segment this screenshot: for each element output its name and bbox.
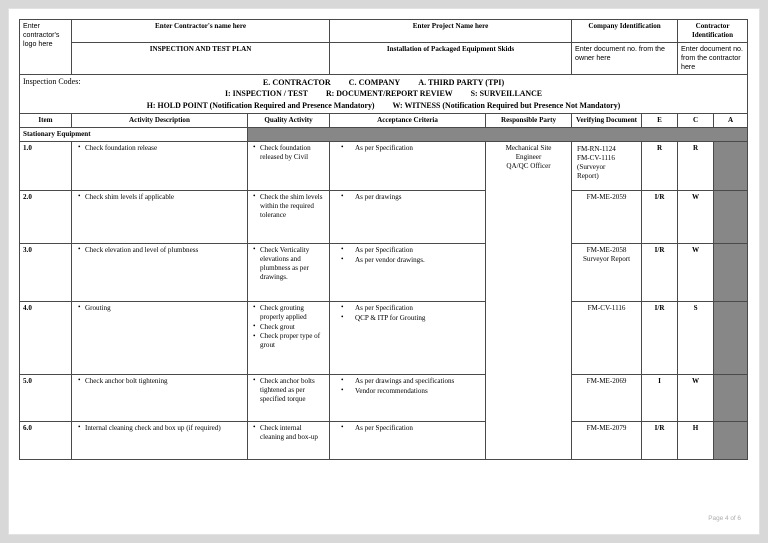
document-page [8,8,760,535]
code-inspection-test: I: INSPECTION / TEST [224,89,308,99]
row-code-a [714,141,748,190]
row-code-a [714,190,748,243]
list-item: • As per Specification [355,424,482,433]
row-code-e: I/R [642,421,678,459]
row-code-e: I/R [642,301,678,374]
row-verifying-document [572,374,642,421]
responsible-party-line: QA/QC Officer [506,162,551,171]
row-acceptance-criteria [330,190,486,243]
row-item-number: 5.0 [20,374,72,421]
list-item: • Check anchor bolts tightened as per specified torque [260,377,326,404]
row-acceptance-criteria [330,374,486,421]
plan-title: INSPECTION AND TEST PLAN [72,43,330,75]
verifying-document-line: FM-ME-2069 [586,376,627,385]
contractor-logo-placeholder[interactable]: Enter contractor's logo here [20,20,72,75]
row-activity-description [72,301,248,374]
code-third-party: A. THIRD PARTY (TPI) [418,78,505,88]
row-acceptance-criteria [330,421,486,459]
row-code-c: W [678,243,714,301]
row-item-number: 3.0 [20,243,72,301]
list-item: • Check anchor bolt tightening [85,377,244,386]
list-item: • Check foundation released by Civil [260,144,326,162]
table-row [20,301,748,374]
list-item: • As per Specification [355,246,482,255]
table-row [20,243,748,301]
code-witness: W: WITNESS (Notification Required but Presence Not Mandatory) [392,100,621,110]
row-verifying-document [572,190,642,243]
verifying-document-line: FM-CV-1116 [577,154,615,163]
row-code-e: I [642,374,678,421]
codes-line-activity [23,88,744,99]
inspection-test-plan-table [19,19,748,460]
row-code-a [714,243,748,301]
list-item: • QCP & ITP for Grouting [355,314,482,323]
code-hold-point: H: HOLD POINT (Notification Required and Presence Mandatory) [146,100,375,110]
list-item: • Check elevation and level of plumbness [85,246,244,255]
column-header-row [20,113,748,127]
code-document-review: R: DOCUMENT/REPORT REVIEW [325,89,453,99]
contractor-name-placeholder[interactable]: Enter Contractor's name here [72,20,330,43]
inspection-codes-label: Inspection Codes: [23,77,81,87]
row-code-e: I/R [642,243,678,301]
row-code-a [714,374,748,421]
verifying-document-line: FM-ME-2079 [586,423,627,432]
row-quality-activity [248,421,330,459]
row-item-number: 4.0 [20,301,72,374]
column-header-responsible-party: Responsible Party [486,113,572,127]
table-row [20,374,748,421]
list-item: • As per drawings and specifications [355,377,482,386]
inspection-codes-row [20,75,748,113]
responsible-party-line: Engineer [515,153,542,162]
row-verifying-document [572,243,642,301]
contractor-document-no-placeholder[interactable]: Enter document no. from the contractor here [678,43,748,75]
table-row [20,421,748,459]
row-code-c: H [678,421,714,459]
table-row [20,141,748,190]
list-item: • Internal cleaning check and box up (if required) [85,424,244,433]
verifying-document-line: FM-ME-2059 [586,192,627,201]
column-header-acceptance-criteria: Acceptance Criteria [330,113,486,127]
row-acceptance-criteria [330,301,486,374]
column-header-a: A [714,113,748,127]
list-item: • Check foundation release [85,144,244,153]
row-quality-activity [248,374,330,421]
row-code-c: R [678,141,714,190]
column-header-e: E [642,113,678,127]
header-row-secondary [20,43,748,75]
list-item: • As per Specification [355,144,482,153]
column-header-quality-activity: Quality Activity [248,113,330,127]
row-quality-activity [248,190,330,243]
code-contractor: E. CONTRACTOR [262,78,331,88]
verifying-document-line: FM-RN-1124 [577,144,616,153]
row-activity-description [72,421,248,459]
list-item: • As per Specification [355,304,482,313]
inspection-codes-legend [20,75,748,113]
list-item: • Check Verticality elevations and plumbness as per drawings. [260,246,326,282]
company-identification-header: Company Identification [572,20,678,43]
project-name-placeholder[interactable]: Enter Project Name here [330,20,572,43]
section-header-row [20,127,748,141]
responsible-party-line: Mechanical Site [505,143,552,152]
row-code-c: W [678,374,714,421]
code-surveillance: S: SURVEILLANCE [470,89,543,99]
column-header-activity-description: Activity Description [72,113,248,127]
table-row [20,190,748,243]
column-header-c: C [678,113,714,127]
row-activity-description [72,190,248,243]
row-activity-description [72,141,248,190]
row-code-e: I/R [642,190,678,243]
list-item: • Check internal cleaning and box-up [260,424,326,442]
row-activity-description [72,374,248,421]
row-item-number: 6.0 [20,421,72,459]
row-code-c: W [678,190,714,243]
row-activity-description [72,243,248,301]
row-responsible-party [486,141,572,459]
column-header-item: Item [20,113,72,127]
row-code-a [714,421,748,459]
list-item: • Grouting [85,304,244,313]
row-verifying-document [572,301,642,374]
section-fill [248,127,748,141]
verifying-document-line: FM-CV-1116 [587,303,626,312]
verifying-document-line: (Surveyor [577,163,606,172]
list-item: • Check grout [260,323,326,332]
row-code-e: R [642,141,678,190]
verifying-document-line: Report) [577,172,599,181]
list-item: • Check proper type of grout [260,332,326,350]
row-verifying-document [572,421,642,459]
list-item: • Vendor recommendations [355,387,482,396]
row-item-number: 1.0 [20,141,72,190]
page-footer: Page 4 of 6 [708,515,741,522]
list-item: • Check shim levels if applicable [85,193,244,202]
row-code-c: S [678,301,714,374]
contractor-identification-header: Contractor Identification [678,20,748,43]
row-quality-activity [248,243,330,301]
row-acceptance-criteria [330,243,486,301]
row-quality-activity [248,301,330,374]
row-verifying-document [572,141,642,190]
list-item: • Check the shim levels within the required tolerance [260,193,326,220]
verifying-document-line: Surveyor Report [582,255,631,264]
row-item-number: 2.0 [20,190,72,243]
list-item: • As per drawings [355,193,482,202]
list-item: • As per vendor drawings. [355,256,482,265]
codes-line-hold-witness [23,100,744,111]
column-header-verifying-document: Verifying Document [572,113,642,127]
company-document-no-placeholder[interactable]: Enter document no. from the owner here [572,43,678,75]
row-quality-activity [248,141,330,190]
section-title: Stationary Equipment [20,127,248,141]
header-row-primary [20,20,748,43]
row-acceptance-criteria [330,141,486,190]
row-code-a [714,301,748,374]
verifying-document-line: FM-ME-2058 [586,245,627,254]
list-item: • Check grouting properly applied [260,304,326,322]
codes-line-party [23,77,744,88]
project-subtitle: Installation of Packaged Equipment Skids [330,43,572,75]
code-company: C. COMPANY [348,78,401,88]
